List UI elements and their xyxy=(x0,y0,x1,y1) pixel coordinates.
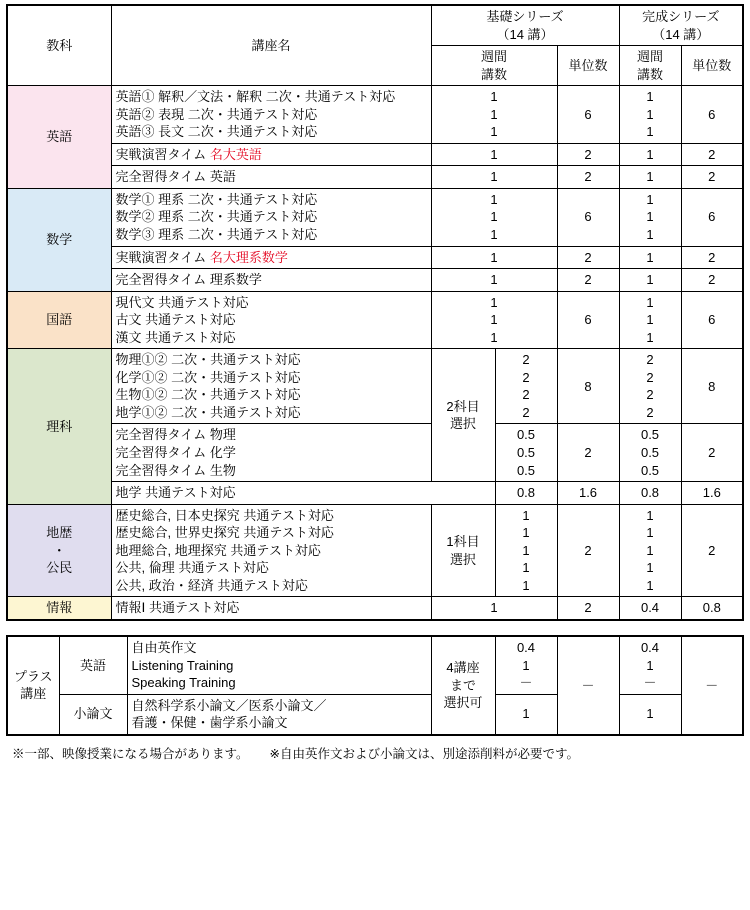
basic-weekly-cell: 1 xyxy=(431,166,557,189)
course-line: 公共, 政治・経済 共通テスト対応 xyxy=(115,577,308,593)
subject-science: 理科 xyxy=(7,349,111,504)
plus-select-note: 4講座 まで 選択可 xyxy=(431,636,495,735)
social-select-note: 1科目 選択 xyxy=(431,504,495,597)
subject-information: 情報 xyxy=(7,597,111,620)
course-line: 完全習得タイム 物理 xyxy=(115,427,236,443)
final-units-cell: 2 xyxy=(681,504,743,597)
course-line: Speaking Training xyxy=(131,675,236,691)
basic-weekly-cell: 2 2 2 2 xyxy=(495,349,557,424)
final-weekly-cell: 0.8 xyxy=(619,482,681,505)
footnote-1: ※一部、映像授業になる場合があります。 xyxy=(12,746,249,761)
basic-units-cell: 2 xyxy=(557,166,619,189)
course-line: 英語① 解釈／文法・解釈 二次・共通テスト対応 xyxy=(115,89,396,105)
course-line: Listening Training xyxy=(131,657,234,673)
header-series-basic xyxy=(431,5,619,46)
final-weekly-cell: 1 xyxy=(619,694,681,735)
final-weekly-cell: 1 xyxy=(619,166,681,189)
subject-japanese: 国語 xyxy=(7,291,111,349)
course-line: 物理①② 二次・共通テスト対応 xyxy=(115,352,301,368)
table-row xyxy=(7,482,743,505)
final-units-cell: 2 xyxy=(681,424,743,482)
course-cell: 完全習得タイム 理系数学 xyxy=(111,269,431,292)
subject-social: 地歴 ・ 公民 xyxy=(7,504,111,597)
basic-weekly-cell: 1 xyxy=(431,246,557,269)
header-series-basic-title: 基礎シリーズ xyxy=(486,9,564,24)
final-weekly-cell: 1 1 1 xyxy=(619,291,681,349)
final-weekly-cell: 1 1 1 xyxy=(619,188,681,246)
header-basic-units: 単位数 xyxy=(557,46,619,86)
header-basic-weekly-l1: 週間 xyxy=(480,49,507,65)
course-cell xyxy=(111,504,431,597)
course-line: 英語② 表現 二次・共通テスト対応 xyxy=(115,106,318,122)
basic-units-cell: 2 xyxy=(557,504,619,597)
basic-units-cell: 6 xyxy=(557,188,619,246)
course-cell: 地学 共通テスト対応 xyxy=(111,482,495,505)
header-row-1 xyxy=(7,5,743,46)
final-units-cell: 1.6 xyxy=(681,482,743,505)
course-line: 地学①② 二次・共通テスト対応 xyxy=(115,404,301,420)
table-row xyxy=(7,424,743,482)
header-final-weekly-l1: 週間 xyxy=(637,49,664,65)
course-cell xyxy=(111,86,431,144)
basic-units-cell: 2 xyxy=(557,246,619,269)
basic-weekly-cell: 1 1 1 1 1 xyxy=(495,504,557,597)
table-spacer xyxy=(6,621,744,635)
basic-weekly-cell: 1 1 1 xyxy=(431,188,557,246)
course-line: 数学② 理系 二次・共通テスト対応 xyxy=(115,209,318,225)
table-row xyxy=(7,143,743,166)
course-line: 公共, 倫理 共通テスト対応 xyxy=(115,560,269,576)
course-line: 完全習得タイム 生物 xyxy=(115,462,236,478)
course-line: 数学① 理系 二次・共通テスト対応 xyxy=(115,191,318,207)
basic-units-cell: 2 xyxy=(557,143,619,166)
basic-weekly-cell: 1 xyxy=(431,597,557,620)
final-weekly-cell: 1 1 1 xyxy=(619,86,681,144)
basic-units-cell: 2 xyxy=(557,424,619,482)
final-units-cell: 2 xyxy=(681,269,743,292)
course-line: 古文 共通テスト対応 xyxy=(115,312,236,328)
course-highlight: 名大理系数学 xyxy=(209,249,288,265)
final-units-cell: 8 xyxy=(681,349,743,424)
final-units-cell: 6 xyxy=(681,291,743,349)
plus-course-label: プラス 講座 xyxy=(7,636,59,735)
header-series-final-sub: （14 講） xyxy=(652,26,710,42)
final-weekly-cell: 1 xyxy=(619,246,681,269)
course-cell xyxy=(111,291,431,349)
course-line: 現代文 共通テスト対応 xyxy=(115,294,249,310)
final-weekly-cell: 0.4 1 － xyxy=(619,636,681,694)
plus-subject-essay: 小論文 xyxy=(59,694,127,735)
table-row xyxy=(7,636,743,694)
final-weekly-cell: 2 2 2 2 xyxy=(619,349,681,424)
course-line: 看護・保健・歯学系小論文 xyxy=(131,715,288,731)
final-units-cell: 6 xyxy=(681,188,743,246)
course-line: 歴史総合, 日本史探究 共通テスト対応 xyxy=(115,507,334,523)
course-line: 英語③ 長文 二次・共通テスト対応 xyxy=(115,124,318,140)
table-row xyxy=(7,597,743,620)
header-course-name: 講座名 xyxy=(111,5,431,86)
course-cell: 実戦演習タイム 名大理系数学 xyxy=(111,246,431,269)
final-units-cell: 2 xyxy=(681,143,743,166)
basic-weekly-cell: 1 xyxy=(431,143,557,166)
final-units-cell: － xyxy=(681,636,743,735)
course-line: 漢文 共通テスト対応 xyxy=(115,329,236,345)
subject-english: 英語 xyxy=(7,86,111,189)
header-final-weekly xyxy=(619,46,681,86)
course-line: 完全習得タイム 化学 xyxy=(115,445,236,461)
final-weekly-cell: 1 xyxy=(619,269,681,292)
header-basic-weekly-l2: 講数 xyxy=(480,66,507,82)
header-series-final xyxy=(619,5,743,46)
header-final-units: 単位数 xyxy=(681,46,743,86)
course-cell xyxy=(111,188,431,246)
table-row xyxy=(7,188,743,246)
plus-subject-english: 英語 xyxy=(59,636,127,694)
science-select-note: 2科目 選択 xyxy=(431,349,495,482)
course-cell xyxy=(127,636,431,694)
table-row xyxy=(7,694,743,735)
basic-units-cell: 8 xyxy=(557,349,619,424)
table-row xyxy=(7,349,743,424)
course-line: 自由英作文 xyxy=(131,639,197,655)
table-row xyxy=(7,291,743,349)
final-weekly-cell: 1 1 1 1 1 xyxy=(619,504,681,597)
course-line: 地理総合, 地理探究 共通テスト対応 xyxy=(115,542,321,558)
course-line: 歴史総合, 世界史探究 共通テスト対応 xyxy=(115,525,334,541)
table-row xyxy=(7,166,743,189)
header-basic-weekly xyxy=(431,46,557,86)
basic-weekly-cell: 1 1 1 xyxy=(431,291,557,349)
table-row xyxy=(7,504,743,597)
basic-weekly-cell: 1 1 1 xyxy=(431,86,557,144)
course-cell xyxy=(127,694,431,735)
course-line: 生物①② 二次・共通テスト対応 xyxy=(115,387,301,403)
basic-weekly-cell: 0.5 0.5 0.5 xyxy=(495,424,557,482)
final-weekly-cell: 1 xyxy=(619,143,681,166)
course-line: 化学①② 二次・共通テスト対応 xyxy=(115,369,301,385)
plus-course-table xyxy=(6,635,744,736)
course-cell: 完全習得タイム 英語 xyxy=(111,166,431,189)
basic-units-cell: 2 xyxy=(557,597,619,620)
table-row xyxy=(7,269,743,292)
header-series-final-title: 完成シリーズ xyxy=(642,9,720,24)
table-row xyxy=(7,86,743,144)
basic-units-cell: － xyxy=(557,636,619,735)
basic-units-cell: 2 xyxy=(557,269,619,292)
header-subject: 教科 xyxy=(7,5,111,86)
final-units-cell: 6 xyxy=(681,86,743,144)
basic-weekly-cell: 1 xyxy=(495,694,557,735)
table-row xyxy=(7,246,743,269)
course-highlight: 名大英語 xyxy=(209,146,262,162)
footnote-2: ※自由英作文および小論文は、別途添削料が必要です。 xyxy=(269,746,579,761)
basic-weekly-cell: 0.8 xyxy=(495,482,557,505)
header-series-basic-sub: （14 講） xyxy=(496,26,554,42)
main-course-table xyxy=(6,4,744,621)
final-units-cell: 2 xyxy=(681,166,743,189)
course-cell: 実戦演習タイム 名大英語 xyxy=(111,143,431,166)
course-line: 数学③ 理系 二次・共通テスト対応 xyxy=(115,227,318,243)
course-cell xyxy=(111,349,431,424)
basic-weekly-cell: 0.4 1 － xyxy=(495,636,557,694)
header-final-weekly-l2: 講数 xyxy=(637,66,664,82)
final-weekly-cell: 0.5 0.5 0.5 xyxy=(619,424,681,482)
footnotes xyxy=(12,744,738,762)
final-units-cell: 0.8 xyxy=(681,597,743,620)
basic-units-cell: 6 xyxy=(557,86,619,144)
final-units-cell: 2 xyxy=(681,246,743,269)
basic-units-cell: 6 xyxy=(557,291,619,349)
course-line: 自然科学系小論文／医系小論文／ xyxy=(131,697,327,713)
basic-units-cell: 1.6 xyxy=(557,482,619,505)
basic-weekly-cell: 1 xyxy=(431,269,557,292)
course-cell: 情報Ⅰ 共通テスト対応 xyxy=(111,597,431,620)
course-cell xyxy=(111,424,431,482)
final-weekly-cell: 0.4 xyxy=(619,597,681,620)
subject-math: 数学 xyxy=(7,188,111,291)
